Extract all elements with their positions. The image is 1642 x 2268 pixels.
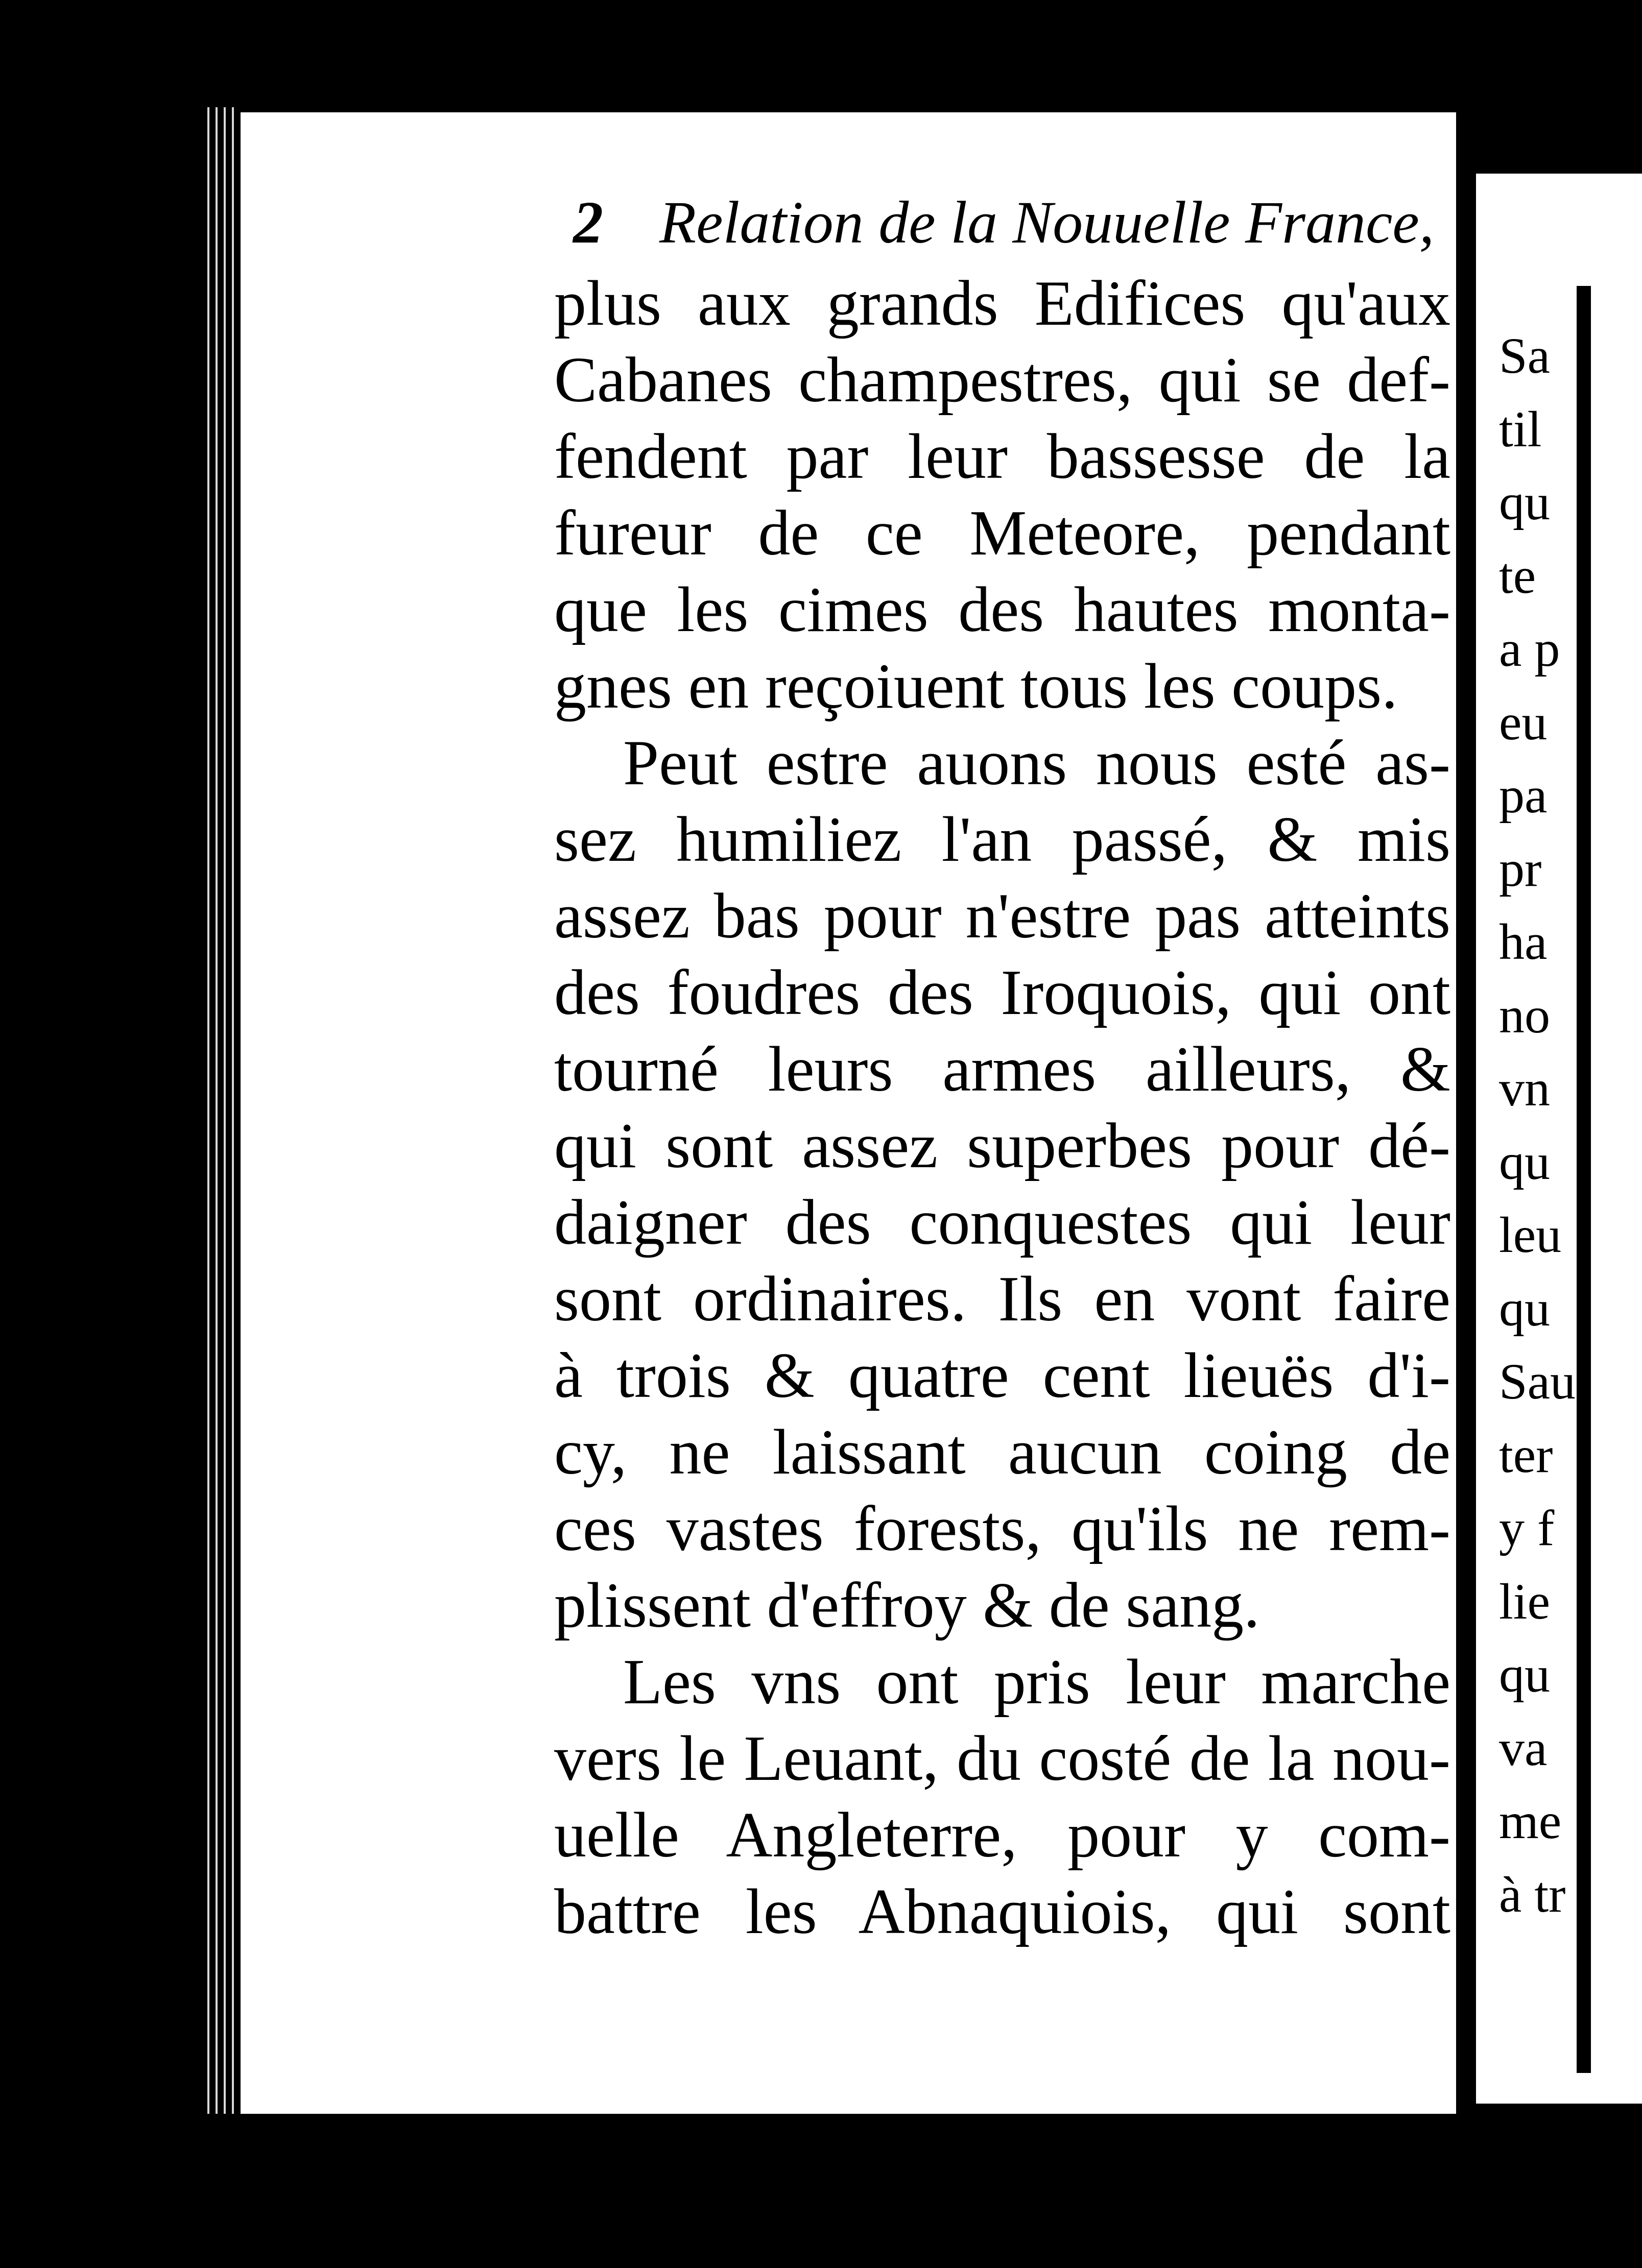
adjacent-fragment: pa bbox=[1499, 767, 1548, 824]
adjacent-fragment: me bbox=[1499, 1793, 1562, 1849]
text-line: uelle Angleterre, pour y com- bbox=[554, 1800, 1450, 1871]
adjacent-fragment: eu bbox=[1499, 693, 1548, 751]
text-line: à trois & quatre cent lieuës d'i- bbox=[554, 1340, 1450, 1411]
text-line: que les cimes des hautes monta- bbox=[554, 574, 1450, 645]
adjacent-fragment: va bbox=[1499, 1719, 1548, 1776]
adjacent-fragment: no bbox=[1499, 986, 1550, 1044]
adjacent-fragment: qu bbox=[1499, 1133, 1550, 1190]
page-header bbox=[573, 188, 1441, 270]
adjacent-fragment: ha bbox=[1499, 913, 1548, 970]
text-line: cy, ne laissant aucun coing de bbox=[554, 1417, 1450, 1488]
text-line: vers le Leuant, du costé de la nou- bbox=[554, 1723, 1450, 1794]
adjacent-page-edge bbox=[1577, 286, 1591, 2073]
adjacent-fragment: qu bbox=[1499, 1280, 1550, 1337]
adjacent-fragment: qu bbox=[1499, 474, 1550, 530]
text-line: assez bas pour n'estre pas atteints bbox=[554, 881, 1450, 952]
text-line: sez humiliez l'an passé, & mis bbox=[554, 804, 1450, 875]
page-body-text bbox=[554, 266, 1450, 1950]
text-line: fendent par leur bassesse de la bbox=[554, 421, 1450, 492]
adjacent-fragment: qu bbox=[1499, 1646, 1550, 1703]
text-line: gnes en reçoiuent tous les coups. bbox=[554, 651, 1398, 722]
adjacent-fragment: y f bbox=[1499, 1500, 1555, 1556]
adjacent-fragment: pr bbox=[1499, 840, 1542, 897]
text-line: tourné leurs armes ailleurs, & bbox=[554, 1034, 1450, 1105]
text-line: Cabanes champestres, qui se def- bbox=[554, 345, 1450, 416]
page-number: 2 bbox=[573, 189, 603, 256]
adjacent-fragment: à tr bbox=[1499, 1866, 1566, 1923]
text-line: battre les Abnaquiois, qui sont bbox=[554, 1876, 1450, 1947]
adjacent-fragment: Sa bbox=[1499, 327, 1550, 384]
adjacent-fragment: til bbox=[1499, 400, 1542, 457]
adjacent-fragment: te bbox=[1499, 547, 1536, 604]
text-line: des foudres des Iroquois, qui ont bbox=[554, 957, 1450, 1028]
adjacent-fragment: Sau bbox=[1499, 1353, 1576, 1410]
adjacent-fragment: ter bbox=[1499, 1426, 1553, 1483]
adjacent-fragment: a p bbox=[1499, 620, 1560, 677]
paragraph-start-line: Les vns ont pris leur marche bbox=[623, 1647, 1450, 1718]
running-title: Relation de la Nouuelle France, bbox=[659, 189, 1435, 256]
adjacent-fragment: lie bbox=[1499, 1573, 1550, 1630]
text-line: daigner des conquestes qui leur bbox=[554, 1187, 1450, 1258]
adjacent-fragment: vn bbox=[1499, 1060, 1550, 1117]
book-gutter-edge bbox=[204, 107, 240, 2114]
paragraph-start-line: Peut estre auons nous esté as- bbox=[623, 728, 1450, 799]
text-line: sont ordinaires. Ils en vont faire bbox=[554, 1264, 1450, 1335]
adjacent-page-text bbox=[1499, 319, 1642, 1931]
adjacent-fragment: leu bbox=[1499, 1207, 1562, 1263]
text-line: plissent d'effroy & de sang. bbox=[554, 1570, 1260, 1641]
text-line: qui sont assez superbes pour dé- bbox=[554, 1111, 1450, 1181]
text-line: plus aux grands Edifices qu'aux bbox=[554, 268, 1450, 339]
text-line: fureur de ce Meteore, pendant bbox=[554, 498, 1450, 569]
text-line: ces vastes forests, qu'ils ne rem- bbox=[554, 1493, 1450, 1564]
